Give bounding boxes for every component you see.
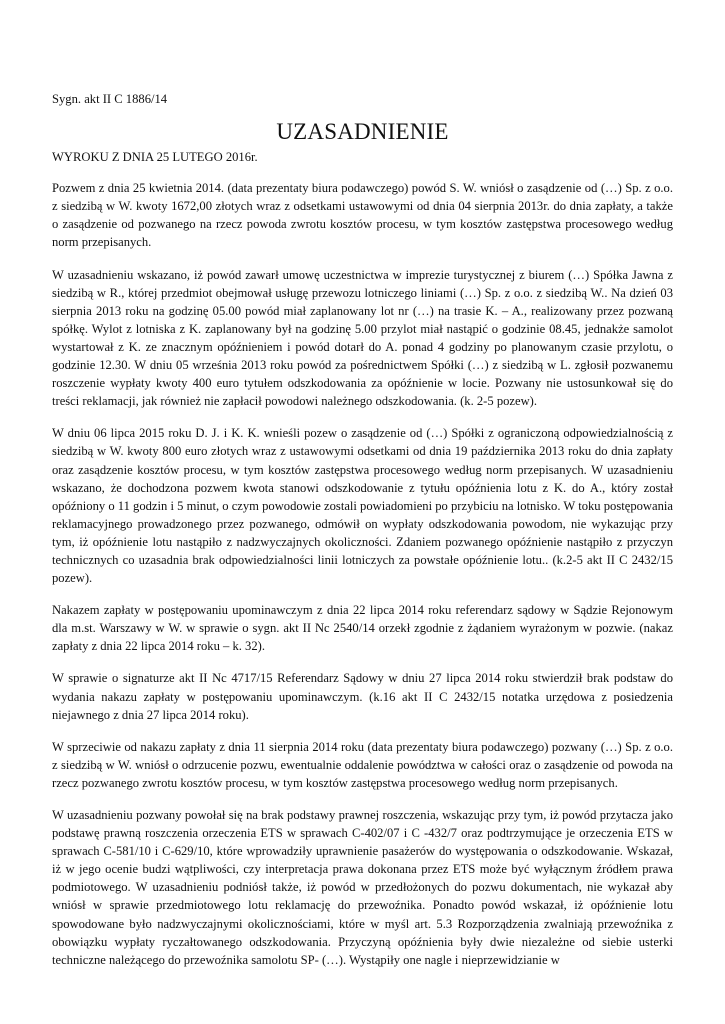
paragraph-3: W dniu 06 lipca 2015 roku D. J. i K. K. wnieśli pozew o zasądzenie od (…) Spółki z ograniczoną odpowiedzialnością z siedzibą w W. kwoty 800 euro złotych wraz z ustawowymi odsetkami od dnia 19 października 2013 roku do dnia zapłaty oraz zasądzenie kosztów procesu, w tym kosztów zastępstwa procesowego według norm przepisanych. W uzasadnieniu wskazano, że dochodzona pozwem kwota stanowi odszkodowanie z tytułu opóźnienia lotu z K. do A., który został opóźniony o 11 godzin i 5 minut, o czym powodowie zostali powiadomieni po przybiciu na lotnisko. W toku postępowania reklamacyjnego prowadzonego przez pozwanego, odmówił on wypłaty odszkodowania powodom, nie wykazując przy tym, iż opóźnienie lotu nastąpiło z nadzwyczajnych okoliczności. Zdaniem pozwanego opóźnienie nastąpiło z przyczyn technicznych co uzasadnia brak odpowiedzialności linii lotniczych za powstałe opóźnienie lotu.. (k.2-5 akt II C 2432/15 pozew).	[52, 426, 673, 586]
paragraph-2: W uzasadnieniu wskazano, iż powód zawarł umowę uczestnictwa w imprezie turystycznej z biurem (…) Spółka Jawna z siedzibą w R., której przedmiot obejmował usługę przewozu lotniczego liniami (…) Sp. z o.o. z siedzibą W.. Na dzień 03 sierpnia 2013 roku na godzinę 05.00 powód miał zaplanowany lot nr (…) na trasie K. – A., realizowany przez pozwaną spółkę. Wylot z lotniska z K. zaplanowany był na godzinę 5.00 przylot miał nastąpić o godzinie 08.45, jednakże samolot wystartował z K. ze znacznym opóźnieniem i powód dotarł do A. ponad 4 godziny po planowanym czasie przylotu, o godzinie 12.30. W dniu 05 września 2013 roku powód za pośrednictwem Spółki (…) z siedzibą w L. zgłosił pozwanemu roszczenie wypłaty kwoty 400 euro tytułem odszkodowania za opóźnienie w locie. Pozwany nie ustosunkował się do treści reklamacji, jak również nie zapłacił powodowi należnego odszkodowania. (k. 2-5 pozew).	[52, 267, 673, 409]
paragraph-1: Pozwem z dnia 25 kwietnia 2014. (data prezentaty biura podawczego) powód S. W. wniósł o zasądzenie od (…) Sp. z o.o. z siedzibą w W. kwoty 1672,00 złotych wraz z odsetkami ustawowymi od dnia 04 sierpnia 2013r. do dnia zapłaty, a także o zasądzenie od pozwanego na rzecz powoda zwrotu kosztów procesu, w tym kosztów zastępstwa procesowego według norm przepisanych.	[52, 181, 673, 250]
paragraph-5: W sprawie o signaturze akt II Nc 4717/15 Referendarz Sądowy w dniu 27 lipca 2014 roku stwierdził brak podstaw do wydania nakazu zapłaty w postępowaniu upominawczym. (k.16 akt II C 2432/15 notatka urzędowa z posiedzenia niejawnego z dnia 27 lipca 2014 roku).	[52, 671, 673, 722]
case-signature: Sygn. akt II C 1886/14	[52, 92, 168, 106]
document-subtitle: WYROKU Z DNIA 25 LUTEGO 2016r.	[52, 150, 258, 165]
paragraph-7: W uzasadnieniu pozwany powołał się na brak podstawy prawnej roszczenia, wskazując przy tym, iż powód przytacza jako podstawę prawną roszczenia orzeczenia ETS w sprawach C-402/07 i C -432/7 oraz podtrzymujące je orzeczenia ETS w sprawach C-581/10 i C-629/10, które wprowadziły uprawnienie pasażerów do występowania o odszkodowanie. Wskazał, iż w jego ocenie budzi wątpliwości, czy interpretacja prawa dokonana przez ETS może być wyłącznym źródłem prawa podmiotowego. W uzasadnieniu podniósł także, iż powód w przedłożonych do pozwu dokumentach, nie wykazał aby wniósł w sprawie przedmiotowego lotu reklamację do przewoźnika. Ponadto powód wskazał, iż opóźnienie lotu spowodowane było nadzwyczajnymi okolicznościami, które w myśl art. 5.3 Rozporządzenia zwalniają przewoźnika z obowiązku wypłaty ryczałtowanego odszkodowania. Przyczyną opóźnienia były dwie niezależne od siebie usterki techniczne należącego do przewoźnika samolotu SP- (…). Wystąpiły one nagle i nieprzewidzianie w	[52, 808, 673, 967]
paragraph-6: W sprzeciwie od nakazu zapłaty z dnia 11 sierpnia 2014 roku (data prezentaty biura podawczego) pozwany (…) Sp. z o.o. z siedzibą w W. wniósł o odrzucenie pozwu, ewentualnie oddalenie powództwa w całości oraz o zasądzenie od powoda na rzecz pozwanego zwrotu kosztów procesu, w tym kosztów zastępstwa procesowego według norm przepisanych.	[52, 739, 673, 790]
document-title: UZASADNIENIE	[276, 119, 449, 145]
document-page	[52, 90, 673, 969]
paragraph-4: Nakazem zapłaty w postępowaniu upominawczym z dnia 22 lipca 2014 roku referendarz sądowy w Sądzie Rejonowym dla m.st. Warszawy w W. w sprawie o sygn. akt II Nc 2540/14 orzekł zgodnie z żądaniem wyrażonym w pozwie. (nakaz zapłaty z dnia 22 lipca 2014 roku – k. 32).	[52, 603, 673, 654]
